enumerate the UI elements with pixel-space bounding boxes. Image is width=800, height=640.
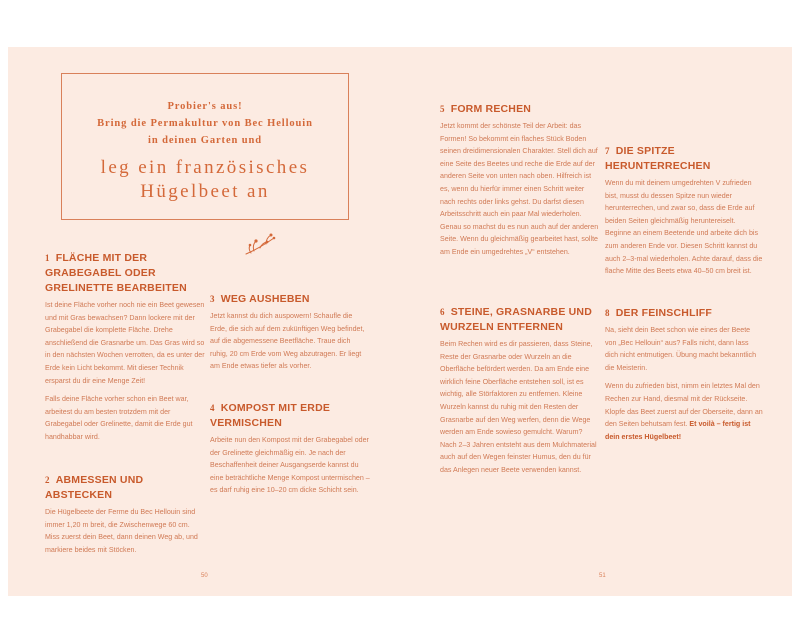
section-2 [45,473,205,556]
section-title: WEG AUSHEBEN [220,293,310,305]
right-page [400,47,792,596]
section-4-heading [210,401,370,431]
section-number: 1 [45,253,50,263]
section-7-heading [605,144,763,174]
page-number-right: 51 [599,573,606,579]
book-spread [8,47,792,596]
section-1-heading [45,251,205,296]
section-8-closing-bold: Et voilà – fertig ist dein erstes Hügelbeet! [605,420,751,441]
section-7 [605,144,763,278]
section-number: 5 [440,104,445,114]
section-8-paragraph-2 [605,380,763,443]
section-title: DIE SPITZE HERUNTERRECHEN [605,145,711,172]
section-4-paragraph-1: Arbeite nun den Kompost mit der Grabegabel oder der Grelinette gleichmäßig ein. Je nach der Beschaffenheit deiner Ausgangserde kannst du eine beträchtliche Menge Kompost untermischen – es darf ruhig eine 10–20 cm dicke Schicht sein. [210,436,370,495]
section-8-paragraph-1: Na, sieht dein Beet schon wie eines der Beete von „Bec Hellouin“ aus? Falls nicht, dann lass dich nicht entmutigen. Übung macht bekanntlich die Meisterin. [605,326,757,372]
intro-title-line-1: leg ein französisches [100,157,310,178]
section-title: KOMPOST MIT ERDE VERMISCHEN [210,402,331,429]
intro-box [61,73,349,220]
page-number-left: 50 [201,573,208,579]
section-5-heading [440,102,600,117]
intro-text [62,98,348,149]
section-6-paragraph-1: Beim Rechen wird es dir passieren, dass Steine, Reste der Grasnarbe oder Wurzeln an die Oberfläche befördert werden. Da am Ende eine wirklich feine Oberfläche entstehen soll, ist es wichtig, alle Störfaktoren zu entfernen. Kleine Wurzeln kannst du ruhig mit den Resten der Grasnarbe auf den Weg werfen, denn die Wege werden am Ende sowieso gemulcht. Warum? Nach 2–3 Jahren entsteht aus dem Mulchmaterial auch auf den Wegen feinster Humus, den du für das Anlegen neuer Beete verwenden kannst. [440,340,597,474]
section-1-paragraph-2: Falls deine Fläche vorher schon ein Beet war, arbeitest du am besten trotzdem mit der Grabegabel oder Grelinette, damit die Erde gut handhabbar wird. [45,395,193,441]
intro-title-line-2: Hügelbeet an [140,181,270,202]
section-3-heading [210,292,370,307]
section-5-paragraph-1: Jetzt kommt der schönste Teil der Arbeit: das Formen! So bekommt ein flaches Stück Boden seinen dreidimensionalen Charakter. Stell dich auf eine Seite des Beetes und reche die Erde auf der anderen Seite von unten nach oben. Hilfreich ist es, wenn du hierfür immer einen Schritt weiter nach rechts oder links gehst. Du darfst diesen Arbeitsschritt auch ein paar Mal wiederholen. Genau so machst du es nun auch auf der anderen Seite. Wenn du gleichmäßig gearbeitet hast, sollte am Ende ein umgedrehtes „V“ entstehen. [440,122,599,256]
section-6 [440,305,600,477]
intro-line-1: Probier's aus! [167,101,243,112]
intro-line-3: in deinen Garten und [148,135,262,146]
section-title: ABMESSEN UND ABSTECKEN [45,474,144,501]
section-title: FORM RECHEN [450,103,532,115]
section-8 [605,306,763,443]
intro-line-2: Bring die Permakultur von Bec Hellouin [97,118,313,129]
section-title: STEINE, GRASNARBE UND WURZELN ENTFERNEN [440,306,592,333]
section-7-paragraph-1: Wenn du mit deinem umgedrehten V zufrieden bist, musst du dessen Spitze nun wieder herunterrechen, und zwar so, dass die Erde auf beiden Seiten gleichmäßig heruntereiselt. Beginne an einem Beetende und arbeite dich bis zum anderen Ende vor. Diesen Schritt kannst du auch 2–3-mal wiederholen. Achte darauf, dass die flache Mitte des Beets etwa 40–50 cm breit ist. [605,179,763,276]
section-3-paragraph-1: Jetzt kannst du dich auspowern! Schaufle die Erde, die sich auf dem zukünftigen Weg befindet, auf die abgemessene Beetfläche. Traue dich ruhig, 20 cm Erde vom Weg abzutragen. Er liegt am Ende etwas tiefer als vorher. [210,312,365,371]
section-number: 8 [605,308,610,318]
section-2-paragraph-1: Die Hügelbeete der Ferme du Bec Hellouin sind immer 1,20 m breit, die Zwischenwege 60 cm. Miss zuerst dein Beet, dann deinen Weg ab, und markiere beides mit Stöcken. [45,508,198,554]
section-1 [45,251,205,444]
section-6-heading [440,305,600,335]
section-5 [440,102,600,259]
section-8-heading [605,306,763,321]
section-1-paragraph-1: Ist deine Fläche vorher noch nie ein Beet gewesen und mit Gras bewachsen? Dann lockere mit der Grabegabel die komplette Fläche. Drehe anschließend die Grasnarbe um. Das Gras wird so in den nächsten Wochen verrotten, da es unter der Erde kein Licht bekommt. Mit dieser Technik ersparst du dir eine Menge Zeit! [45,301,205,385]
section-number: 4 [210,403,215,413]
section-number: 7 [605,146,610,156]
section-number: 6 [440,307,445,317]
left-page [8,47,400,596]
section-number: 3 [210,294,215,304]
intro-title [62,156,348,204]
section-4 [210,401,370,497]
section-number: 2 [45,475,50,485]
section-8-paragraph-2-text: Wenn du zufrieden bist, nimm ein letztes Mal den Rechen zur Hand, diesmal mit der Rückseite. Klopfe das Beet zuerst auf der Oberseite, dann an den Seiten behutsam fest. [605,382,763,429]
section-3 [210,292,370,373]
section-title: DER FEINSCHLIFF [615,307,713,319]
flower-sprig-icon [240,232,280,258]
section-title: FLÄCHE MIT DER GRABEGABEL ODER GRELINETTE BEARBEITEN [45,252,187,294]
section-2-heading [45,473,205,503]
